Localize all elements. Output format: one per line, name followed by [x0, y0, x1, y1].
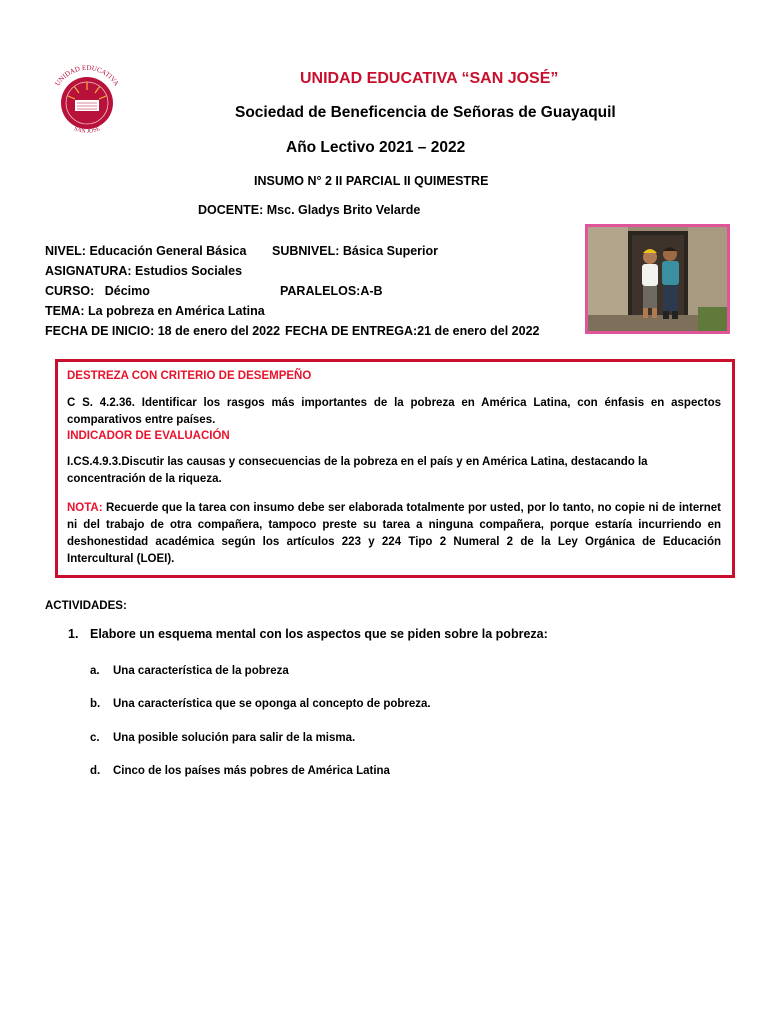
nivel-field: NIVEL: Educación General Básica — [45, 244, 247, 258]
indicador-heading: INDICADOR DE EVALUACIÓN — [67, 430, 230, 442]
list-item-text: Una característica de la pobreza — [113, 665, 289, 677]
asignatura-field: ASIGNATURA: Estudios Sociales — [45, 264, 243, 278]
children-photo — [585, 224, 730, 334]
curso-field: CURSO: Décimo — [45, 284, 150, 298]
nota-body: Recuerde que la tarea con insumo debe ser elaborada totalmente por usted, por lo tanto, no copie ni de internet ni del trabajo de otra compañera, tampoco preste su tarea a ninguna compañera, porque estaría incurriendo en deshonestidad académica según los artículos 223 y 224 Tipo 2 Numeral 2 de la Ley Orgánica de Educación Intercultural (LOEI). — [67, 502, 721, 565]
due-date-field: FECHA DE ENTREGA:21 de enero del 2022 — [285, 324, 540, 338]
school-year: Año Lectivo 2021 – 2022 — [286, 139, 466, 156]
tema-field: TEMA: La pobreza en América Latina — [45, 304, 265, 318]
destreza-description: Identificar los rasgos más importantes de la pobreza en América Latina, con énfasis en aspectos comparativos entre países. — [67, 397, 721, 426]
subnivel-field: SUBNIVEL: Básica Superior — [272, 244, 439, 258]
teacher-name: DOCENTE: Msc. Gladys Brito Velarde — [198, 203, 421, 217]
activity-item-1-text: Elabore un esquema mental con los aspectos que se piden sobre la pobreza: — [90, 627, 548, 641]
activity-item-1-number: 1. — [68, 627, 79, 641]
list-item-label: d. — [90, 765, 101, 777]
list-item-label: c. — [90, 732, 100, 744]
nota-paragraph — [67, 500, 721, 568]
list-item-text: Una característica que se oponga al concepto de pobreza. — [113, 698, 431, 710]
activity-item-1 — [68, 627, 548, 641]
school-name: UNIDAD EDUCATIVA “SAN JOSÉ” — [300, 70, 559, 87]
start-date-field: FECHA DE INICIO: 18 de enero del 2022 — [45, 324, 281, 338]
list-item — [90, 698, 431, 710]
nota-label: NOTA: — [67, 502, 103, 514]
list-item — [90, 665, 289, 677]
list-item — [90, 765, 390, 777]
list-item — [90, 732, 355, 744]
insumo-title: INSUMO N° 2 II PARCIAL II QUIMESTRE — [254, 174, 489, 188]
destreza-heading: DESTREZA CON CRITERIO DE DESEMPEÑO — [67, 370, 312, 382]
destreza-code: C S. 4.2.36. — [67, 397, 135, 409]
list-item-label: b. — [90, 698, 101, 710]
school-logo — [46, 62, 128, 144]
indicador-text: I.CS.4.9.3.Discutir las causas y consecuencias de la pobreza en el país y en América Latina, destacando la concentración de la riqueza. — [67, 456, 648, 485]
list-item-label: a. — [90, 665, 100, 677]
activities-heading: ACTIVIDADES: — [45, 600, 127, 612]
society-name: Sociedad de Beneficencia de Señoras de Guayaquil — [235, 104, 616, 121]
logo-bottom-text: SAN JOSÉ — [72, 126, 101, 135]
destreza-text — [67, 395, 721, 429]
paralelos-field: PARALELOS:A-B — [280, 284, 383, 298]
list-item-text: Cinco de los países más pobres de América Latina — [113, 765, 390, 777]
logo-top-text: UNIDAD EDUCATIVA — [53, 63, 121, 88]
list-item-text: Una posible solución para salir de la misma. — [113, 732, 356, 744]
